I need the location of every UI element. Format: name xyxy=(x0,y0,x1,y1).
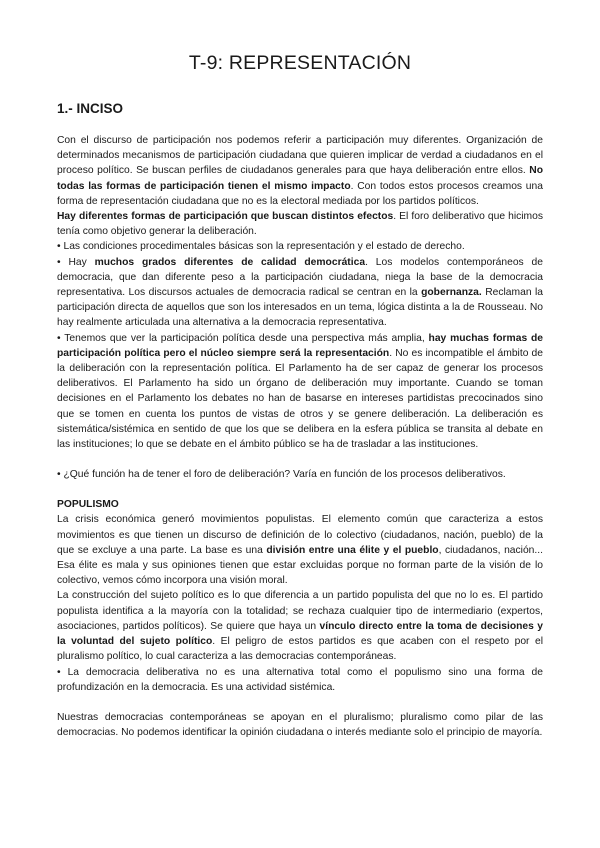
bullet-paragraph xyxy=(57,239,543,254)
bullet-paragraph xyxy=(57,467,543,482)
section-heading-inciso: 1.- INCISO xyxy=(57,101,124,116)
text-run: • Las condiciones procedimentales básicas son la representación y el estado de derecho. xyxy=(57,241,465,253)
text-run: . El foro deliberativo que hicimos tenía como objetivo generar la deliberación. xyxy=(57,211,544,238)
text-run: • Hay xyxy=(57,256,95,268)
bold-run: Hay diferentes formas de participación que buscan distintos efectos xyxy=(57,211,394,223)
text-run: Reclaman la participación directa de aquellos que son los interesados en un tema, lógica distinta a la de Rousseau. No hay realmente articulada una alternativa a la democracia representativa. xyxy=(57,287,543,329)
spacer xyxy=(57,695,543,710)
text-run: • La democracia deliberativa no es una alternativa total como el populismo sino una forma de profundización en la democracia. Es una actividad sistémica. xyxy=(57,666,543,693)
paragraph xyxy=(57,133,543,209)
bold-run: hay muchas formas de participación política pero el núcleo siempre será la representación xyxy=(57,332,544,359)
paragraph xyxy=(57,209,543,239)
text-run: . El peligro de estos partidos es que acaben con el respeto por el pluralismo político, lo cual caracteriza a las democracias contemporáneas. xyxy=(57,636,543,663)
text-run: . No es incompatible el ámbito de la deliberación con la representación política. El Parlamento ha de ser capaz de generar los procesos deliberativos. El Parlamento ha sido un órgano de deliberación muy importante. Cuando se toman decisiones en el Parlamento los debates no han de basarse en intereses partidistas precocinados sino que se tomen en cuenta los puntos de vistas de otros y se genere deliberación. La deliberación es sistemática/sistémica en sentido de que los que se delibera en la esfera pública se transita al debate en las instituciones; lo que se debate en el ámbito público se ha de trasladar a las instituciones. xyxy=(57,347,543,451)
text-run: Nuestras democracias contemporáneas se apoyan en el pluralismo; pluralismo como pilar de las democracias. No podemos identificar la opinión ciudadana o interés mediante solo el principio de mayoría. xyxy=(57,711,543,739)
spacer xyxy=(57,452,543,467)
text-run: • Tenemos que ver la participación política desde una perspectiva más amplia, xyxy=(57,332,429,344)
bullet-paragraph xyxy=(57,665,543,695)
text-run: . Los modelos contemporáneos de democracia, que dan diferente peso a la participación ciudadana, niega la base de la democracia representativa. Los discursos actuales de democracia radical se centran en la xyxy=(57,256,543,299)
bold-run: división entre una élite y el pueblo xyxy=(266,544,439,556)
text-run: La crisis económica generó movimientos populistas. El elemento común que caracteriza a estos movimientos es que tienen un discurso de definición de lo colectivo (ciudadanos, nación, pueblo) de la que se excluye a una parte. La base es una xyxy=(57,514,543,556)
text-run: , ciudadanos, nación... Esa élite es mala y sus opiniones tienen que estar excluidas porque no forman parte de la visión de lo colectivo, vemos cómo incorpora una visión moral. xyxy=(57,544,543,587)
bold-run: muchos grados diferentes de calidad democrática xyxy=(94,256,366,268)
section-heading-populismo: POPULISMO xyxy=(57,499,119,511)
bold-run: No todas las formas de participación tienen el mismo impacto xyxy=(57,165,543,192)
bold-run: vínculo directo entre la toma de decisiones y la voluntad del sujeto político xyxy=(57,620,544,648)
paragraph xyxy=(57,710,543,740)
paragraph xyxy=(57,512,543,588)
spacer xyxy=(57,482,543,497)
text-run: . Con todos estos procesos creamos una forma de representación ciudadana que no es la electoral mediada por los partidos políticos. xyxy=(57,180,543,207)
bullet-paragraph xyxy=(57,331,543,453)
page-title: T-9: REPRESENTACIÓN xyxy=(188,52,412,74)
bullet-paragraph xyxy=(57,255,543,331)
text-run: La construcción del sujeto político es lo que diferencia a un partido populista del que no lo es. El partido populista identifica a la mayoría con la totalidad; se rechaza cualquier tipo de intermediario (expertos, asociaciones, partidos políticos). Se quiere que haya un xyxy=(57,590,543,632)
paragraph xyxy=(57,588,543,664)
text-run: • ¿Qué función ha de tener el foro de deliberación? Varía en función de los procesos deliberativos. xyxy=(57,469,506,481)
bold-run: gobernanza. xyxy=(421,287,482,299)
text-run: Con el discurso de participación nos podemos referir a participación muy diferentes. Organización de determinados mecanismos de participación ciudadana que quieren implicar de verdad a ciudadanos en el proceso político. Se buscan perfiles de ciudadanos generales para que haya deliberación entre ellos. xyxy=(57,135,543,177)
